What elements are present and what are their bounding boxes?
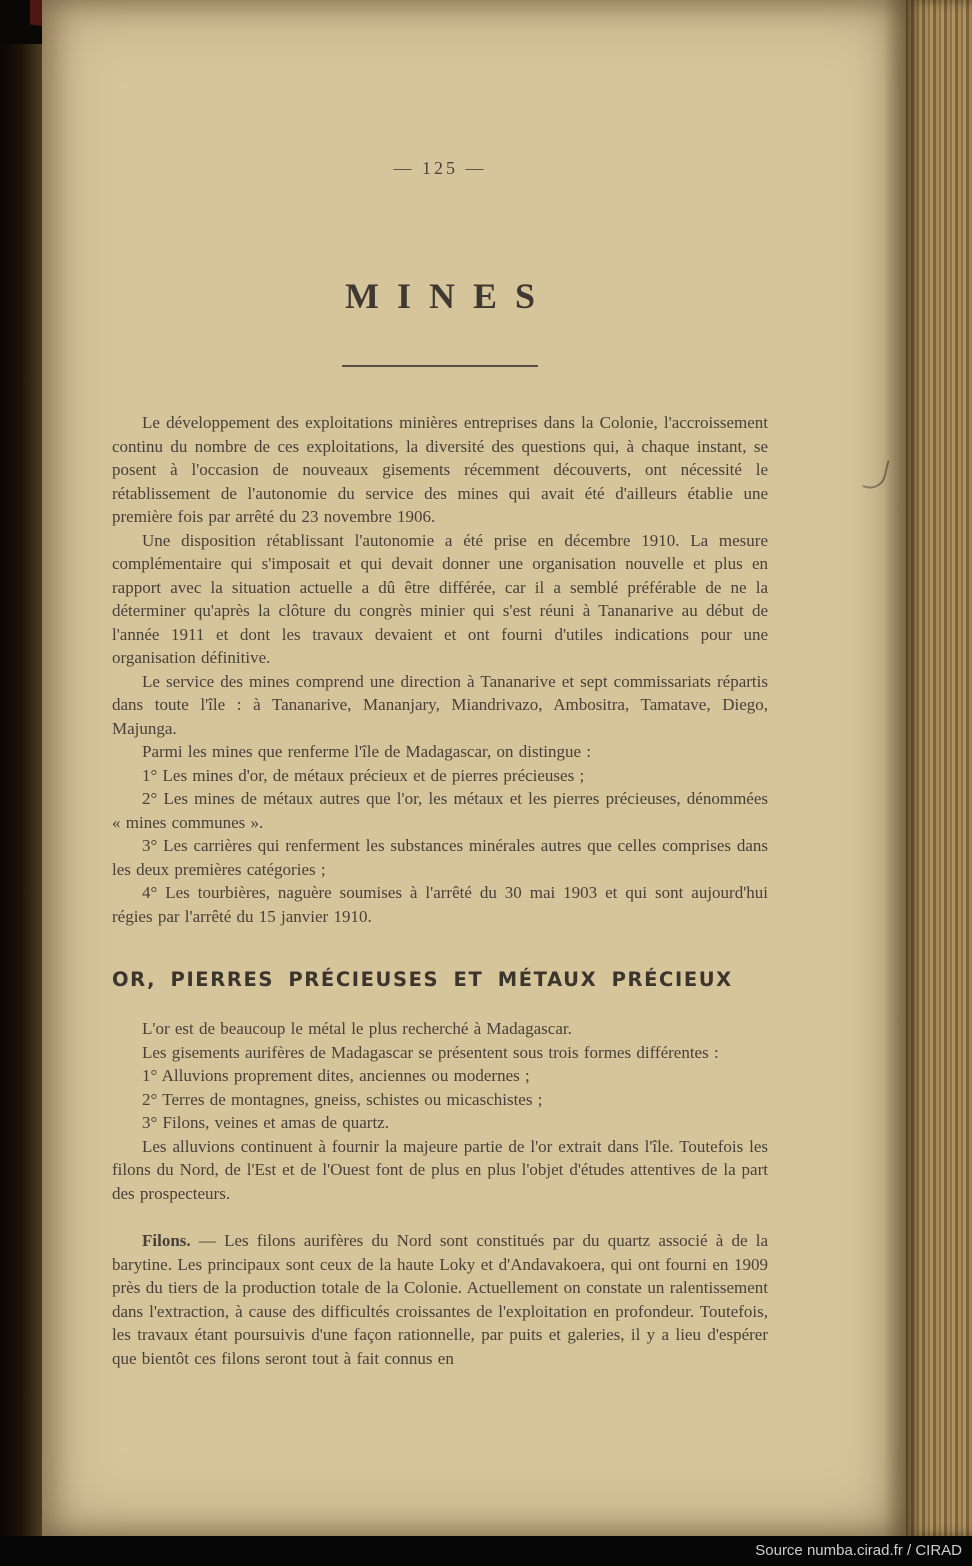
book-page [42,0,908,1536]
page-title: MINES [344,276,554,316]
mines-list-item-4: 4° Les tourbières, naguère soumises à l'arrêté du 30 mai 1903 et qui sont aujourd'hui régies par l'arrêté du 15 janvier 1910. [112,883,768,926]
forms-list-item-2: 2° Terres de montagnes, gneiss, schistes ou micaschistes ; [142,1089,543,1109]
source-credit: Source numba.cirad.fr / CIRAD [0,1536,972,1566]
filons-label: Filons. [142,1231,191,1250]
title-rule [342,365,538,367]
mines-list-item-2: 2° Les mines de métaux autres que l'or, les métaux et les pierres précieuses, dénommées « mines communes ». [112,789,768,832]
paragraph-alluvions: Les alluvions continuent à fournir la majeure partie de l'or extrait dans l'île. Toutefois les filons du Nord, de l'Est et de l'Ouest font de plus en plus l'objet d'études attentives de la part des prospecteurs. [112,1136,768,1203]
paragraph-intro-4: Parmi les mines que renferme l'île de Madagascar, on distingue : [142,742,592,761]
section-heading: OR, PIERRES PRÉCIEUSES ET MÉTAUX PRÉCIEUX [112,968,733,991]
section-paragraph-2: Les gisements aurifères de Madagascar se présentent sous trois formes différentes : [142,1042,719,1062]
mines-list-item-3: 3° Les carrières qui renferment les substances minérales autres que celles comprises dans les deux premières catégories ; [112,836,768,879]
paragraph-intro-3: Le service des mines comprend une direction à Tananarive et sept commissariats répartis dans toute l'île : à Tananarive, Mananjary, Miandrivazo, Ambositra, Tamatave, Diego, Majunga. [112,671,768,738]
book-fore-edge [906,0,972,1536]
mines-list-item-1: 1° Les mines d'or, de métaux précieux et de pierres précieuses ; [142,765,585,785]
text-column [112,0,768,1370]
paragraph-intro-2: Une disposition rétablissant l'autonomie a été prise en décembre 1910. La mesure complémentaire qui s'imposait et qui devait donner une organisation nouvelle et plus en rapport avec la situation actuelle a dû être différée, car il a semblé préférable de ne la déterminer qu'après la clôture du congrès minier qui s'est réuni à Tananarive au début de l'année 1911 et dont les travaux devaient et ont fourni d'utiles indications pour une organisation définitive. [112,530,768,667]
filons-text: — Les filons aurifères du Nord sont constitués par du quartz associé à de la barytine. Les principaux sont ceux de la haute Loky et d'Andavakoera, qui ont fourni en 1909 près du tiers de la production totale de la Colonie. Actuellement on constate un ralentissement dans l'extraction, à cause des difficultés croissantes de l'exploitation en profondeur. Toutefois, les travaux étant poursuivis d'une façon rationnelle, par puits et galeries, il y a lieu d'espérer que bientôt ces filons seront tout à fait connus en [112,1231,768,1368]
page-number: — 125 — [393,158,487,178]
forms-list-item-1: 1° Alluvions proprement dites, anciennes ou modernes ; [142,1066,530,1085]
forms-list-item-3: 3° Filons, veines et amas de quartz. [142,1113,389,1132]
section-paragraph-1: L'or est de beaucoup le métal le plus recherché à Madagascar. [142,1019,572,1038]
paragraph-intro-1: Le développement des exploitations minières entreprises dans la Colonie, l'accroissement continu du nombre de ces exploitations, la diversité des questions qui, à chaque instant, se posent à l'occasion de nouveaux gisements récemment découverts, ont nécessité le rétablissement de l'autonomie du service des mines qui avait été d'ailleurs établie une première fois par arrêté du 23 novembre 1906. [112,413,768,526]
paragraph-filons [112,1229,768,1370]
